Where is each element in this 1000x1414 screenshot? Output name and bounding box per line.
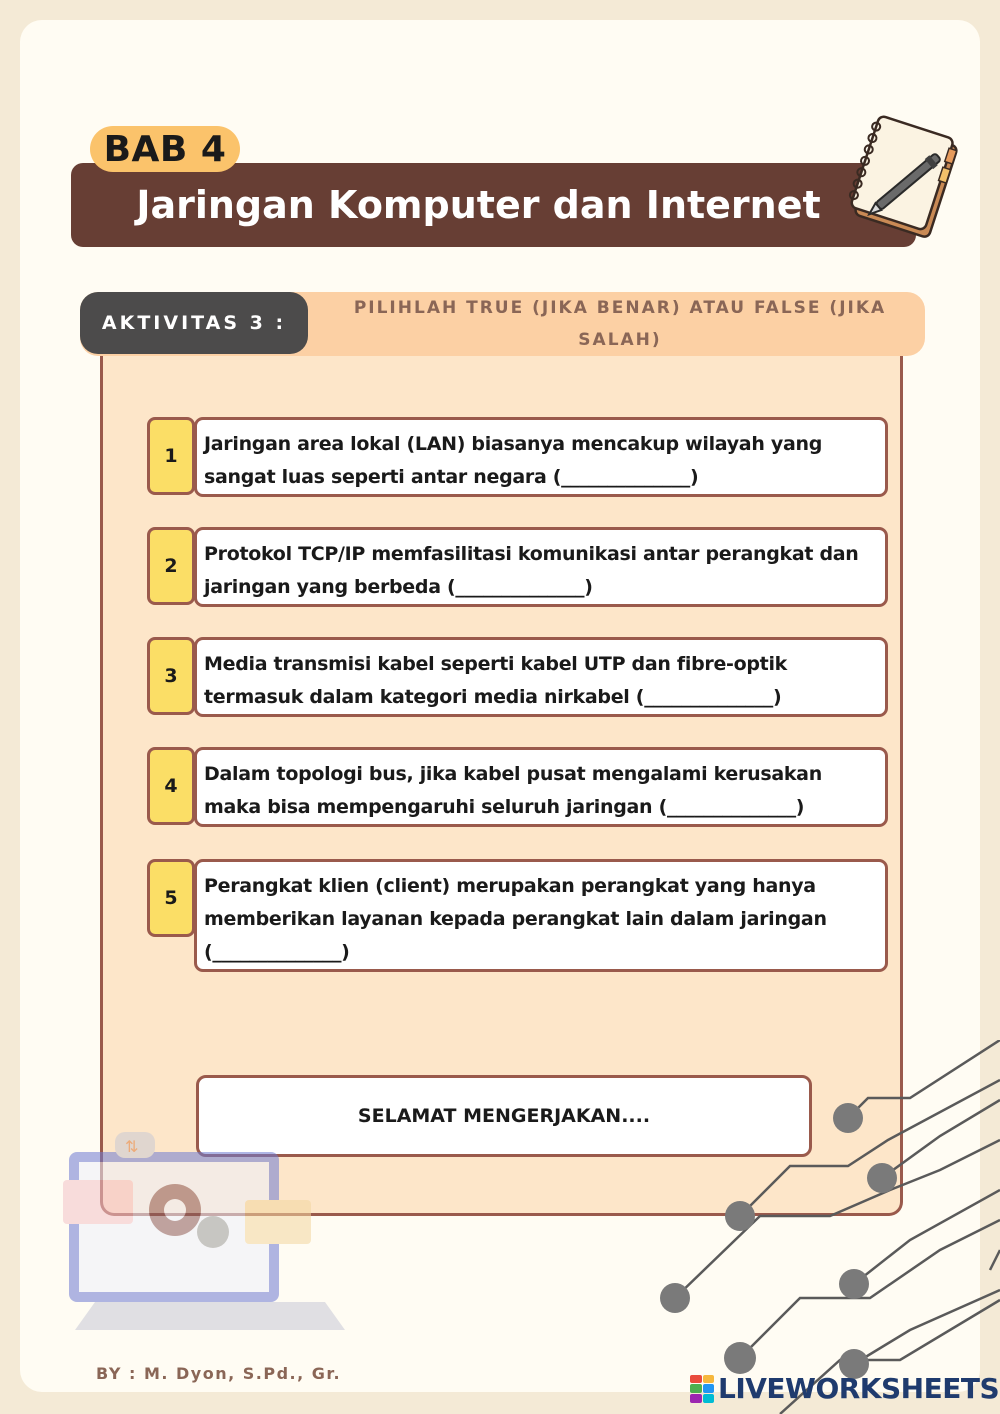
activity-instruction: PILIHLAH TRUE (JIKA BENAR) ATAU FALSE (JIKA SALAH) [353,298,887,350]
question-number-3: 3 [147,637,195,715]
notebook-pen-icon [840,112,970,242]
worksheet-title: Jaringan Komputer dan Internet [71,163,916,247]
laptop-settings-icon [55,1130,345,1340]
question-number-5: 5 [147,859,195,937]
activity-label: AKTIVITAS 3 : [80,292,308,354]
question-5: Perangkat klien (client) merupakan perangkat yang hanya memberikan layanan kepada perangkat lain dalam jaringan (______________) [194,859,888,972]
question-3: Media transmisi kabel seperti kabel UTP dan fibre-optik termasuk dalam kategori media nirkabel (______________) [194,637,888,717]
question-2: Protokol TCP/IP memfasilitasi komunikasi antar perangkat dan jaringan yang berbeda (______________) [194,527,888,607]
liveworksheets-brand[interactable] [690,1372,999,1405]
question-4: Dalam topologi bus, jika kabel pusat mengalami kerusakan maka bisa mempengaruhi seluruh jaringan (______________) [194,747,888,827]
liveworksheets-logo-icon [690,1375,714,1403]
closing-message: SELAMAT MENGERJAKAN.... [196,1075,812,1157]
brand-name: LIVEWORKSHEETS [718,1372,1000,1405]
question-1: Jaringan area lokal (LAN) biasanya mencakup wilayah yang sangat luas seperti antar negara (______________) [194,417,888,497]
question-number-4: 4 [147,747,195,825]
question-number-1: 1 [147,417,195,495]
svg-text:⇅: ⇅ [125,1137,139,1156]
chapter-label: BAB 4 [90,126,240,172]
question-number-2: 2 [147,527,195,605]
author-credit: BY : M. Dyon, S.Pd., Gr. [96,1364,342,1383]
